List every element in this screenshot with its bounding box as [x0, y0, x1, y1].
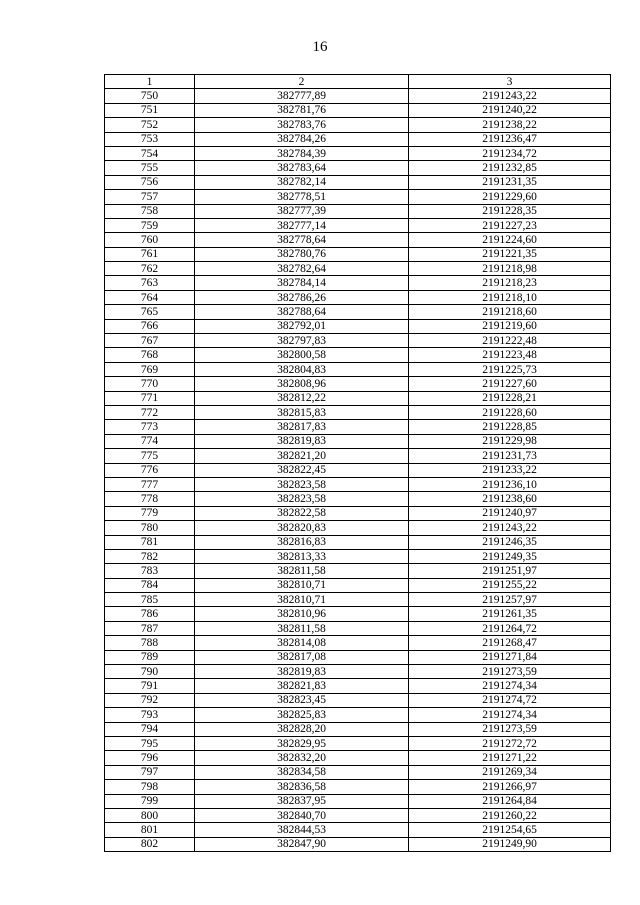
- coordinate-x-cell: 382822,58: [195, 506, 409, 520]
- coordinate-y-cell: 2191232,85: [409, 161, 611, 175]
- coordinate-y-cell: 2191271,22: [409, 751, 611, 765]
- coordinate-y-cell: 2191221,35: [409, 247, 611, 261]
- coordinate-x-cell: 382817,83: [195, 420, 409, 434]
- coordinate-y-cell: 2191269,34: [409, 765, 611, 779]
- point-number-cell: 770: [105, 377, 195, 391]
- table-row: [105, 405, 611, 419]
- table-row: [105, 549, 611, 563]
- point-number-cell: 776: [105, 463, 195, 477]
- coordinate-x-cell: 382825,83: [195, 708, 409, 722]
- table-row: [105, 808, 611, 822]
- point-number-cell: 758: [105, 204, 195, 218]
- table-row: [105, 693, 611, 707]
- coordinate-y-cell: 2191218,98: [409, 262, 611, 276]
- point-number-cell: 800: [105, 808, 195, 822]
- table-row: [105, 103, 611, 117]
- table-row: [105, 89, 611, 103]
- coordinate-x-cell: 382832,20: [195, 751, 409, 765]
- table-row: [105, 708, 611, 722]
- coordinate-x-cell: 382840,70: [195, 808, 409, 822]
- table-row: [105, 233, 611, 247]
- point-number-cell: 787: [105, 621, 195, 635]
- table-row: [105, 506, 611, 520]
- point-number-cell: 753: [105, 132, 195, 146]
- coordinate-x-cell: 382822,45: [195, 463, 409, 477]
- coordinate-y-cell: 2191227,23: [409, 218, 611, 232]
- table-row: [105, 794, 611, 808]
- point-number-cell: 779: [105, 506, 195, 520]
- coordinate-y-cell: 2191254,65: [409, 823, 611, 837]
- coordinate-y-cell: 2191240,22: [409, 103, 611, 117]
- point-number-cell: 789: [105, 650, 195, 664]
- coordinate-y-cell: 2191274,34: [409, 708, 611, 722]
- table-row: [105, 780, 611, 794]
- table-row: [105, 319, 611, 333]
- coordinate-x-cell: 382811,58: [195, 564, 409, 578]
- coordinate-x-cell: 382810,71: [195, 578, 409, 592]
- table-row: [105, 420, 611, 434]
- table-row: [105, 146, 611, 160]
- coordinate-y-cell: 2191228,60: [409, 405, 611, 419]
- table-row: [105, 564, 611, 578]
- coordinate-x-cell: 382829,95: [195, 736, 409, 750]
- coordinate-x-cell: 382816,83: [195, 535, 409, 549]
- coordinate-y-cell: 2191231,35: [409, 175, 611, 189]
- table-row: [105, 751, 611, 765]
- coordinate-y-cell: 2191234,72: [409, 146, 611, 160]
- coordinate-x-cell: 382782,14: [195, 175, 409, 189]
- coordinate-y-cell: 2191228,85: [409, 420, 611, 434]
- table-row: [105, 521, 611, 535]
- coordinate-x-cell: 382784,39: [195, 146, 409, 160]
- coordinate-y-cell: 2191218,23: [409, 276, 611, 290]
- coordinate-y-cell: 2191257,97: [409, 593, 611, 607]
- point-number-cell: 791: [105, 679, 195, 693]
- coordinate-y-cell: 2191243,22: [409, 521, 611, 535]
- table-row: [105, 247, 611, 261]
- coordinate-y-cell: 2191272,72: [409, 736, 611, 750]
- coordinate-x-cell: 382782,64: [195, 262, 409, 276]
- coordinate-y-cell: 2191251,97: [409, 564, 611, 578]
- table-row: [105, 132, 611, 146]
- column-header-2: 2: [195, 75, 409, 89]
- coordinate-y-cell: 2191219,60: [409, 319, 611, 333]
- point-number-cell: 783: [105, 564, 195, 578]
- table-row: [105, 449, 611, 463]
- coordinate-y-cell: 2191249,35: [409, 549, 611, 563]
- point-number-cell: 785: [105, 593, 195, 607]
- coordinate-y-cell: 2191233,22: [409, 463, 611, 477]
- coordinate-x-cell: 382800,58: [195, 348, 409, 362]
- point-number-cell: 798: [105, 780, 195, 794]
- coordinate-x-cell: 382808,96: [195, 377, 409, 391]
- coordinate-x-cell: 382781,76: [195, 103, 409, 117]
- point-number-cell: 788: [105, 636, 195, 650]
- coordinate-x-cell: 382812,22: [195, 391, 409, 405]
- coordinate-x-cell: 382778,51: [195, 190, 409, 204]
- table-row: [105, 621, 611, 635]
- coordinate-y-cell: 2191268,47: [409, 636, 611, 650]
- coordinate-x-cell: 382778,64: [195, 233, 409, 247]
- table-body: [105, 89, 611, 852]
- point-number-cell: 784: [105, 578, 195, 592]
- coordinate-y-cell: 2191238,60: [409, 492, 611, 506]
- point-number-cell: 768: [105, 348, 195, 362]
- point-number-cell: 778: [105, 492, 195, 506]
- column-header-3: 3: [409, 75, 611, 89]
- table-row: [105, 204, 611, 218]
- table-row: [105, 377, 611, 391]
- point-number-cell: 802: [105, 837, 195, 851]
- table-row: [105, 593, 611, 607]
- coordinate-x-cell: 382814,08: [195, 636, 409, 650]
- table-row: [105, 736, 611, 750]
- coordinate-x-cell: 382786,26: [195, 290, 409, 304]
- coordinate-y-cell: 2191266,97: [409, 780, 611, 794]
- point-number-cell: 801: [105, 823, 195, 837]
- point-number-cell: 793: [105, 708, 195, 722]
- coordinate-y-cell: 2191243,22: [409, 89, 611, 103]
- coordinate-x-cell: 382821,83: [195, 679, 409, 693]
- table-row: [105, 305, 611, 319]
- coordinate-x-cell: 382784,26: [195, 132, 409, 146]
- point-number-cell: 777: [105, 477, 195, 491]
- coordinate-x-cell: 382828,20: [195, 722, 409, 736]
- table-row: [105, 463, 611, 477]
- coordinate-y-cell: 2191264,72: [409, 621, 611, 635]
- table-row: [105, 276, 611, 290]
- coordinate-x-cell: 382819,83: [195, 665, 409, 679]
- table-row: [105, 334, 611, 348]
- table-row: [105, 175, 611, 189]
- coordinate-y-cell: 2191227,60: [409, 377, 611, 391]
- table-row: [105, 218, 611, 232]
- point-number-cell: 790: [105, 665, 195, 679]
- coordinate-y-cell: 2191229,60: [409, 190, 611, 204]
- point-number-cell: 773: [105, 420, 195, 434]
- coordinate-x-cell: 382821,20: [195, 449, 409, 463]
- coordinate-y-cell: 2191223,48: [409, 348, 611, 362]
- coordinate-y-cell: 2191264,84: [409, 794, 611, 808]
- point-number-cell: 795: [105, 736, 195, 750]
- coordinate-y-cell: 2191249,90: [409, 837, 611, 851]
- point-number-cell: 797: [105, 765, 195, 779]
- point-number-cell: 774: [105, 434, 195, 448]
- coordinate-y-cell: 2191228,21: [409, 391, 611, 405]
- point-number-cell: 760: [105, 233, 195, 247]
- table-row: [105, 765, 611, 779]
- coordinate-x-cell: 382797,83: [195, 334, 409, 348]
- table-header-row: [105, 75, 611, 89]
- coordinate-y-cell: 2191260,22: [409, 808, 611, 822]
- coordinate-x-cell: 382844,53: [195, 823, 409, 837]
- table-row: [105, 262, 611, 276]
- coordinate-y-cell: 2191271,84: [409, 650, 611, 664]
- coordinate-x-cell: 382823,45: [195, 693, 409, 707]
- coordinate-x-cell: 382811,58: [195, 621, 409, 635]
- coordinate-y-cell: 2191273,59: [409, 722, 611, 736]
- table-row: [105, 492, 611, 506]
- table-row: [105, 362, 611, 376]
- coordinate-x-cell: 382815,83: [195, 405, 409, 419]
- table-row: [105, 391, 611, 405]
- coordinate-x-cell: 382810,96: [195, 607, 409, 621]
- point-number-cell: 769: [105, 362, 195, 376]
- table-row: [105, 434, 611, 448]
- coordinate-y-cell: 2191274,72: [409, 693, 611, 707]
- table-row: [105, 837, 611, 851]
- point-number-cell: 767: [105, 334, 195, 348]
- table-row: [105, 722, 611, 736]
- coordinate-x-cell: 382780,76: [195, 247, 409, 261]
- coordinate-y-cell: 2191218,10: [409, 290, 611, 304]
- coordinate-x-cell: 382837,95: [195, 794, 409, 808]
- coordinate-x-cell: 382777,89: [195, 89, 409, 103]
- point-number-cell: 763: [105, 276, 195, 290]
- coordinate-y-cell: 2191246,35: [409, 535, 611, 549]
- table-row: [105, 477, 611, 491]
- point-number-cell: 751: [105, 103, 195, 117]
- coordinate-y-cell: 2191228,35: [409, 204, 611, 218]
- point-number-cell: 750: [105, 89, 195, 103]
- point-number-cell: 771: [105, 391, 195, 405]
- coordinate-y-cell: 2191238,22: [409, 118, 611, 132]
- point-number-cell: 780: [105, 521, 195, 535]
- coordinate-x-cell: 382819,83: [195, 434, 409, 448]
- coordinate-x-cell: 382834,58: [195, 765, 409, 779]
- table-row: [105, 535, 611, 549]
- coordinate-x-cell: 382792,01: [195, 319, 409, 333]
- table-row: [105, 823, 611, 837]
- coordinate-y-cell: 2191218,60: [409, 305, 611, 319]
- table-row: [105, 161, 611, 175]
- table-row: [105, 679, 611, 693]
- point-number-cell: 752: [105, 118, 195, 132]
- point-number-cell: 766: [105, 319, 195, 333]
- point-number-cell: 757: [105, 190, 195, 204]
- coordinate-x-cell: 382783,76: [195, 118, 409, 132]
- table-row: [105, 190, 611, 204]
- table-row: [105, 118, 611, 132]
- coordinate-y-cell: 2191225,73: [409, 362, 611, 376]
- table-row: [105, 578, 611, 592]
- table-row: [105, 665, 611, 679]
- coordinate-x-cell: 382810,71: [195, 593, 409, 607]
- point-number-cell: 762: [105, 262, 195, 276]
- coordinate-x-cell: 382783,64: [195, 161, 409, 175]
- coordinate-y-cell: 2191261,35: [409, 607, 611, 621]
- coordinate-y-cell: 2191240,97: [409, 506, 611, 520]
- point-number-cell: 756: [105, 175, 195, 189]
- coordinate-y-cell: 2191229,98: [409, 434, 611, 448]
- coordinate-x-cell: 382804,83: [195, 362, 409, 376]
- point-number-cell: 759: [105, 218, 195, 232]
- point-number-cell: 765: [105, 305, 195, 319]
- point-number-cell: 782: [105, 549, 195, 563]
- point-number-cell: 794: [105, 722, 195, 736]
- coordinate-x-cell: 382836,58: [195, 780, 409, 794]
- coordinate-y-cell: 2191236,47: [409, 132, 611, 146]
- coordinate-y-cell: 2191274,34: [409, 679, 611, 693]
- coordinate-y-cell: 2191222,48: [409, 334, 611, 348]
- table-row: [105, 348, 611, 362]
- coordinate-y-cell: 2191224,60: [409, 233, 611, 247]
- table-row: [105, 607, 611, 621]
- point-number-cell: 772: [105, 405, 195, 419]
- table-row: [105, 636, 611, 650]
- column-header-1: 1: [105, 75, 195, 89]
- point-number-cell: 761: [105, 247, 195, 261]
- coordinate-x-cell: 382820,83: [195, 521, 409, 535]
- coordinate-x-cell: 382788,64: [195, 305, 409, 319]
- coordinate-y-cell: 2191273,59: [409, 665, 611, 679]
- point-number-cell: 755: [105, 161, 195, 175]
- page-number: 16: [312, 39, 328, 55]
- coordinate-x-cell: 382823,58: [195, 492, 409, 506]
- coordinate-x-cell: 382777,39: [195, 204, 409, 218]
- coordinate-x-cell: 382813,33: [195, 549, 409, 563]
- point-number-cell: 786: [105, 607, 195, 621]
- point-number-cell: 764: [105, 290, 195, 304]
- point-number-cell: 796: [105, 751, 195, 765]
- point-number-cell: 781: [105, 535, 195, 549]
- coordinate-x-cell: 382847,90: [195, 837, 409, 851]
- coordinate-y-cell: 2191231,73: [409, 449, 611, 463]
- coordinate-x-cell: 382823,58: [195, 477, 409, 491]
- point-number-cell: 754: [105, 146, 195, 160]
- coordinate-x-cell: 382817,08: [195, 650, 409, 664]
- table-row: [105, 290, 611, 304]
- coordinate-y-cell: 2191236,10: [409, 477, 611, 491]
- coordinates-table: [104, 74, 611, 852]
- table-row: [105, 650, 611, 664]
- point-number-cell: 775: [105, 449, 195, 463]
- point-number-cell: 799: [105, 794, 195, 808]
- coordinate-x-cell: 382784,14: [195, 276, 409, 290]
- point-number-cell: 792: [105, 693, 195, 707]
- coordinate-y-cell: 2191255,22: [409, 578, 611, 592]
- coordinate-x-cell: 382777,14: [195, 218, 409, 232]
